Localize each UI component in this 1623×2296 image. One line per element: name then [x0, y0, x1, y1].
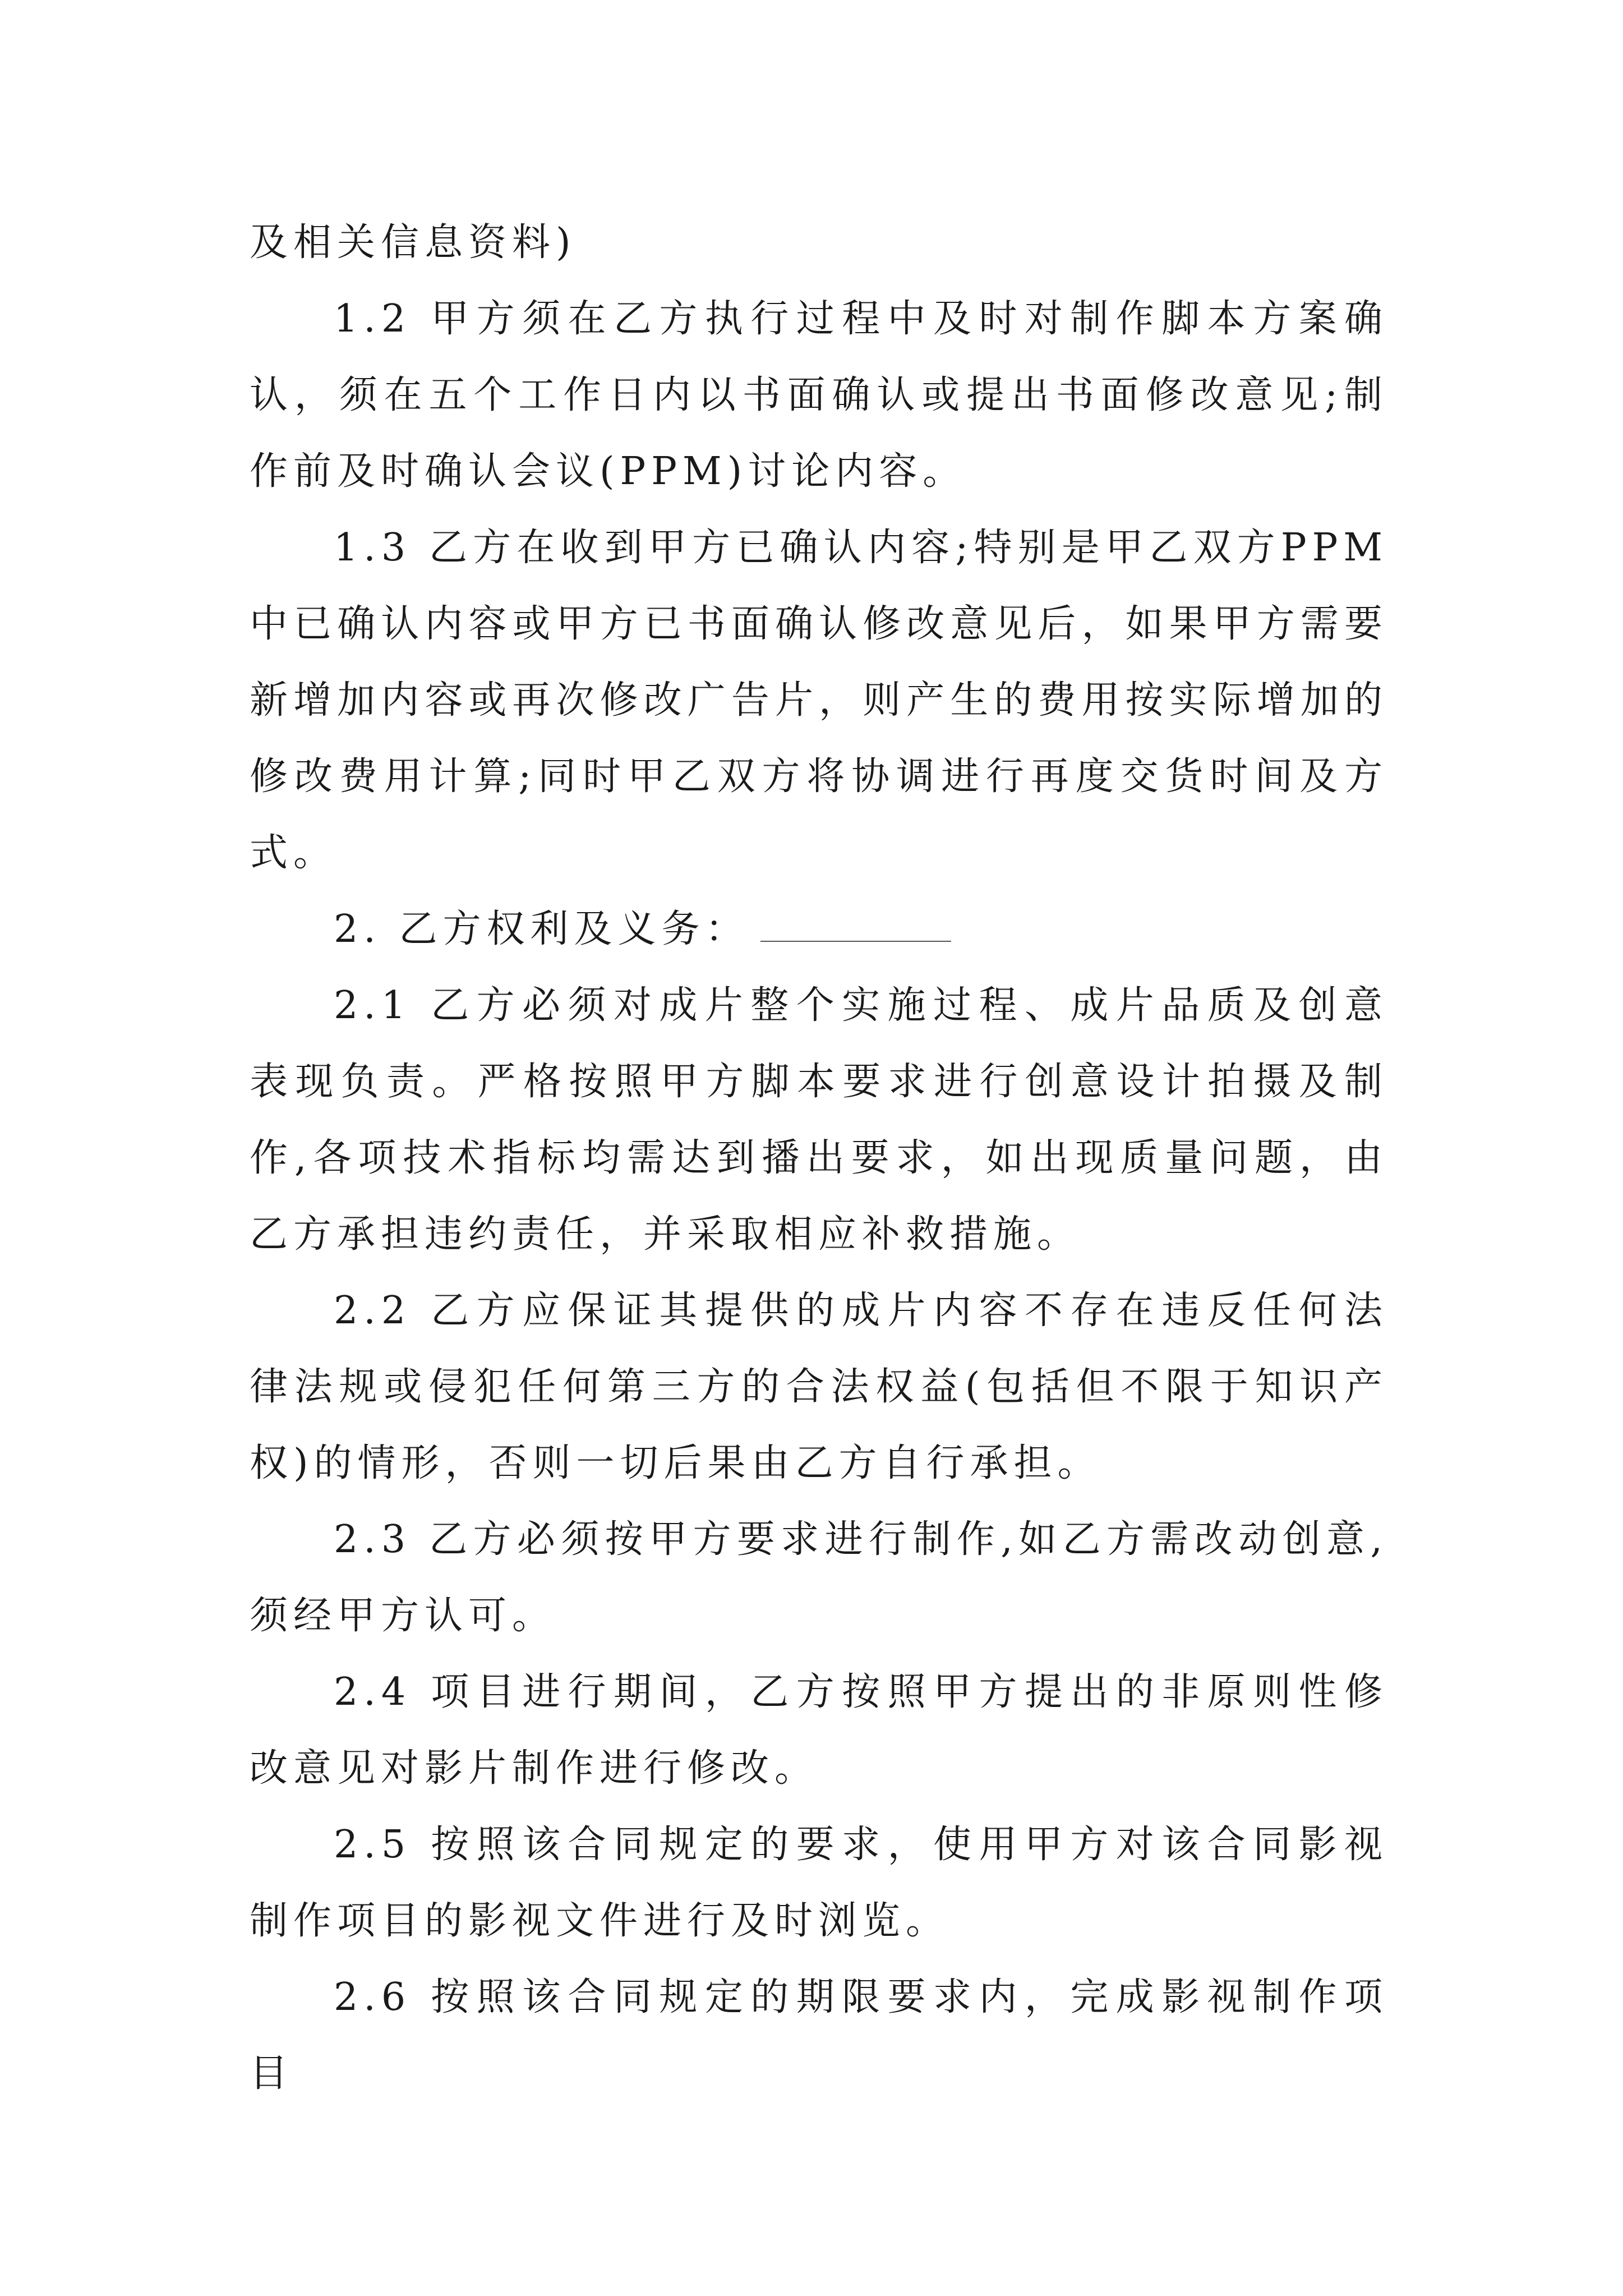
fill-in-blank-line — [760, 908, 951, 942]
paragraph-clause-2-6: 2.6 按照该合同规定的期限要求内，完成影视制作项目 — [250, 1975, 1388, 2096]
paragraph-clause-2-2: 2.2 乙方应保证其提供的成片内容不存在违反任何法律法规或侵犯任何第三方的合法权益(包括但不限于知识产权)的情形，否则一切后果由乙方自行承担。 — [250, 1289, 1388, 1485]
paragraph-continuation: 及相关信息资料) — [250, 220, 577, 265]
paragraph-clause-1-2: 1.2 甲方须在乙方执行过程中及时对制作脚本方案确认，须在五个工作日内以书面确认或提出书面修改意见;制作前及时确认会议(PPM)讨论内容。 — [250, 297, 1388, 494]
clause-2-heading-text: 2. 乙方权利及义务： — [334, 907, 749, 951]
paragraph-clause-1-3: 1.3 乙方在收到甲方已确认内容;特别是甲乙双方PPM中已确认内容或甲方已书面确认修改意见后，如果甲方需要新增加内容或再次修改广告片，则产生的费用按实际增加的修改费用计算;同时甲乙双方将协调进行再度交货时间及方式。 — [250, 526, 1388, 875]
paragraph-clause-2-1: 2.1 乙方必须对成片整个实施过程、成片品质及创意表现负责。严格按照甲方脚本要求进行创意设计拍摄及制作,各项技术指标均需达到播出要求，如出现质量问题，由乙方承担违约责任，并采取相应补救措施。 — [250, 983, 1388, 1257]
paragraph-clause-2-3: 2.3 乙方必须按甲方要求进行制作,如乙方需改动创意,须经甲方认可。 — [250, 1517, 1388, 1638]
paragraph-clause-2-heading — [250, 891, 1388, 968]
paragraph-clause-2-5: 2.5 按照该合同规定的要求，使用甲方对该合同影视制作项目的影视文件进行及时浏览。 — [250, 1823, 1388, 1943]
document-body — [250, 205, 1388, 2112]
paragraph-clause-2-4: 2.4 项目进行期间，乙方按照甲方提出的非原则性修改意见对影片制作进行修改。 — [250, 1670, 1388, 1791]
